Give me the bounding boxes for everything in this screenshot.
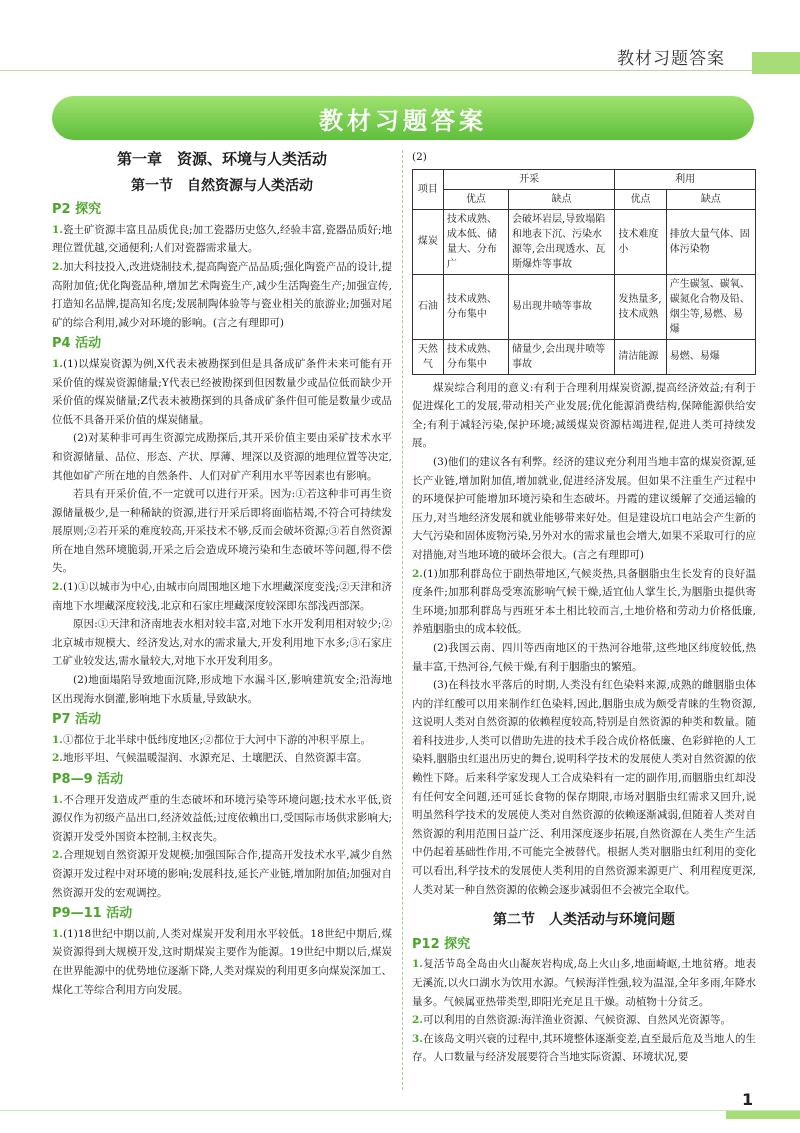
paragraph-text: 若具有开采价值,不一定就可以进行开采。因为:①若这种非可再生资源储量极少,是一种稀缺的资源,进行开采后即将面临枯竭,不符合可持续发展原则;②若开采的难度较高,开采技术不够,反而会破坏资源;③若自然资源所在地自然环境脆弱,开采之后会造成环境污染和生态破坏等问题,得不偿失。: [52, 488, 392, 575]
comparison-table: [412, 169, 756, 375]
paragraph-text: (3)在科技水平落后的时期,人类没有红色染料来源,成熟的雌胭脂虫体内的洋红酸可以用来制作红色染料,因此,胭脂虫成为颇受青睐的生物资源,这说明人类对自然资源的依赖程度较高,特别是自然资源的种类和数量。随着科技进步,人类可以借助先进的技术手段合成价格低廉、色彩鲜艳的人工染料,胭脂虫红退出历史的舞台,说明科学技术的发展使人类对自然资源的依赖性下降。后来科学家发现人工合成染料有一定的副作用,而胭脂虫红却没有任何安全问题,还可延长食物的保存期限,市场对胭脂虫红需求又回升,说明虽然科学技术的发展使人类对自然资源的依赖逐渐减弱,但随着人类对自然资源的利用范围日益广泛、利用深度逐步拓展,自然资源在人类生产生活中仍起着基础性作用,不可能完全被替代。根据人类对胭脂虫红利用的变化可以看出,科学技术的发展使人类利用的自然资源来源更广、利用程度更深,人类对某一种自然资源的依赖会逐步减弱但不会被完全取代。: [412, 679, 756, 896]
item-number: 2.: [52, 752, 63, 765]
banner-title: 教材习题答案: [319, 106, 487, 135]
table-cell: 会破坏岩层,导致塌陷和地表下沉、污染水源等,会出现透水、瓦斯爆炸等事故: [509, 209, 615, 274]
paragraph: [52, 355, 392, 429]
paragraph: [412, 676, 756, 899]
item-number: 2.: [52, 581, 63, 594]
paragraph-text: (1)①以城市为中心,由城市向周围地区地下水埋藏深度变浅;②天津和济南地下水埋藏深度较浅,北京和石家庄埋藏深度较深即东部浅西部深。: [52, 581, 392, 612]
paragraph-text: (2)对某种非可再生资源完成勘探后,其开采价值主要由采矿技术水平和资源储量、品位、形态、产状、厚薄、埋深以及资源的地理位置等决定,其他如矿产所在地的自然条件、人们对矿产利用水平等因素也有影响。: [52, 432, 392, 482]
table-cell-name: 天然气: [413, 339, 444, 374]
paragraph: [52, 846, 392, 902]
paragraph-text: (3)他们的建议各有利弊。经济的建议充分利用当地丰富的煤炭资源,延长产业链,增加附加值,增加就业,促进经济发展。但如果不注重生产过程中的环境保护可能增加环境污染和生态破坏。丹霞的建议缓解了交通运输的压力,对当地经济发展和就业能够带来好处。但是建设坑口电站会产生新的大气污染和固体废物污染,另外对水的需求量也会增大,如果不采取可行的应对措施,对当地环境的破坏会很大。(言之有理即可): [412, 455, 756, 561]
table-row: [413, 339, 756, 374]
paragraph: [412, 639, 756, 676]
paragraph: [52, 671, 392, 708]
table-header-dis: 缺点: [666, 189, 755, 209]
paragraph: [52, 429, 392, 485]
left-column: [52, 148, 392, 999]
paragraph: [52, 221, 392, 258]
item-number: 1.: [52, 793, 63, 806]
item-number: 2.: [52, 260, 63, 273]
table-cell: 发热量多,技术成熟: [615, 274, 666, 339]
paragraph-text: (1)加那利群岛位于副热带地区,气候炎热,具备胭脂虫生长发育的良好温度条件;加那利群岛受寒流影响气候干燥,适宜仙人掌生长,为胭脂虫提供寄生环境;加那利群岛与西班牙本土相比较而言,土地价格和劳动力价格低廉,养殖胭脂虫的成本较低。: [412, 567, 756, 636]
item-number: 3.: [412, 1032, 423, 1045]
page-number: 1: [742, 1090, 754, 1109]
item-number: 1.: [52, 927, 63, 940]
paragraph-text: ①都位于北半球中低纬度地区;②都位于大河中下游的冲积平原上。: [62, 733, 372, 746]
paragraph-text: (1)以煤炭资源为例,X代表未被勘探到但是具备成矿条件未来可能有开采价值的煤炭资源储量;Y代表已经被勘探到但因数量少或品位低而缺少开采价值的煤炭储量;Z代表未被勘探到的具备成矿条件但可能是数量少或品位低不具备开采价值的煤炭储量。: [52, 357, 392, 426]
item-number: 1.: [52, 357, 63, 370]
header-rule: [0, 70, 800, 71]
paragraph: [52, 258, 392, 332]
item-number: 1.: [52, 223, 63, 236]
paragraph: [412, 379, 756, 453]
item-number: 2.: [412, 1014, 423, 1027]
subsection-heading: P8—9 活动: [52, 772, 124, 787]
table-cell: 易燃、易爆: [666, 339, 755, 374]
item-number: 2.: [52, 849, 63, 862]
paragraph: [52, 578, 392, 615]
table-cell: 排放大量气体、固体污染物: [666, 209, 755, 274]
table-row: [413, 274, 756, 339]
paragraph: [52, 485, 392, 578]
paragraph: [52, 749, 392, 768]
paragraph: [412, 1011, 756, 1030]
subsection-heading: P9—11 活动: [52, 906, 133, 922]
subsection-heading: P2 探究: [52, 202, 102, 218]
section2-title: 第二节 人类活动与环境问题: [493, 912, 675, 929]
table-cell: 技术成熟、成本低、储量大、分布广: [443, 209, 508, 274]
paragraph-text: (2)我国云南、四川等西南地区的干热河谷地带,这些地区纬度较低,热量丰富,干热河谷,气候干燥,有利于胭脂虫的繁殖。: [412, 641, 756, 673]
table-cell: 技术难度小: [615, 209, 666, 274]
footer-accent-bar: [726, 1111, 800, 1119]
paragraph: [412, 453, 756, 565]
right-column: [412, 148, 756, 1067]
paragraph: [412, 955, 756, 1011]
item-number: 2.: [412, 567, 423, 580]
paragraph-text: 合理规划自然资源开发规模;加强国际合作,提高开发技术水平,减少自然资源开发过程中对环境的影响;发展科技,延长产业链,增加附加值;加强对自然资源开发的宏观调控。: [52, 849, 392, 899]
section-title: 第一节 自然资源与人类活动: [131, 177, 313, 194]
table-cell-name: 石油: [413, 274, 444, 339]
table-header-adv: 优点: [615, 189, 666, 209]
table-cell: 技术成熟、分布集中: [443, 274, 508, 339]
table-cell: 技术成熟、分布集中: [443, 339, 508, 374]
item-number: 1.: [52, 733, 63, 746]
subsection-heading: P4 活动: [52, 336, 102, 352]
table-header-adv: 优点: [443, 189, 508, 209]
item-number: 1.: [412, 958, 423, 971]
right-content-b: [412, 936, 756, 1067]
paragraph: [52, 731, 392, 750]
paragraph-text: 复活节岛全岛由火山凝灰岩构成,岛上火山多,地面崎岖,土地贫瘠。地表无溪流,以火口湖水为饮用水源。气候海洋性强,较为温湿,全年多雨,年降水量多。气候属亚热带类型,即阳光充足且干燥。动植物十分贫乏。: [412, 958, 756, 1008]
paragraph-text: (2)地面塌陷导致地面沉降,形成地下水漏斗区,影响建筑安全;沿海地区出现海水倒灌,影响地下水质量,导致缺水。: [52, 674, 392, 705]
table-cell: 清洁能源: [615, 339, 666, 374]
table-cell: 产生碳氢、碳氧、碳氮化合物及铅、烟尘等,易燃、易爆: [666, 274, 755, 339]
paragraph-text: 煤炭综合利用的意义:有利于合理利用煤炭资源,提高经济效益;有利于促进煤化工的发展,带动相关产业发展;优化能源消费结构,保障能源供给安全;有利于减轻污染,保护环境;减缓煤炭资源枯竭进程,促进人类可持续发展。: [412, 381, 756, 450]
title-banner: [52, 96, 754, 140]
paragraph: [412, 1030, 756, 1067]
footer-rule: [0, 1110, 800, 1111]
paragraph: [412, 565, 756, 639]
table-cell-name: 煤炭: [413, 209, 444, 274]
header-accent-block: [752, 52, 800, 74]
paragraph-text: (1)18世纪中期以前,人类对煤炭开发利用水平较低。18世纪中期后,煤炭资源得到大规模开发,这时期煤炭主要作为能源。19世纪中期以后,煤炭在世界能源中的优势地位逐渐下降,人类对煤炭的利用更多向煤炭深加工、煤化工等综合利用方向发展。: [52, 927, 392, 996]
paragraph-text: 瓷土矿资源丰富且品质优良;加工瓷器历史悠久,经验丰富,瓷器品质好;地理位置优越,交通便利;人们对瓷器需求量大。: [52, 223, 392, 255]
paragraph-text: 原因:①天津和济南地表水相对较丰富,对地下水开发利用相对较少;②北京城市规模大、经济发达,对水的需求量大,开发利用地下水多;③石家庄工矿业较发达,需水量较大,对地下水开发利用多。: [52, 618, 392, 668]
paragraph: [52, 791, 392, 847]
right-content-a: [412, 379, 756, 900]
subsection-heading: P7 活动: [52, 712, 102, 728]
subsection-heading: P12 探究: [412, 936, 471, 952]
table-label: (2): [412, 151, 427, 163]
table-cell: 易出现井喷等事故: [509, 274, 615, 339]
paragraph-text: 在该岛文明兴衰的过程中,其环境整体逐渐变差,直至最后危及当地人的生存。人口数量与经济发展要符合当地实际资源、环境状况,要: [412, 1032, 756, 1064]
left-content: [52, 201, 392, 999]
table-row: [413, 209, 756, 274]
chapter-title: 第一章 资源、环境与人类活动: [116, 150, 327, 168]
paragraph-text: 加大科技投入,改进烧制技术,提高陶瓷产品品质;强化陶瓷产品的设计,提高附加值;优化陶瓷品种,增加艺术陶瓷生产,减少生活陶瓷生产;加强宣传,打造知名品牌,提高知名度;发展制陶体验等与瓷业相关的旅游业;加强对尾矿的综合利用,减少对环境的影响。(言之有理即可): [52, 260, 392, 329]
paragraph-text: 可以利用的自然资源:海洋渔业资源、气候资源、自然风光资源等。: [422, 1014, 732, 1027]
paragraph-text: 不合理开发造成严重的生态破坏和环境污染等环境问题;技术水平低,资源仅作为初级产品出口,经济效益低;过度依赖出口,受国际市场供求影响大;资源开发受外国资本控制,主权丧失。: [52, 793, 392, 843]
table-cell: 储量少,会出现井喷等事故: [509, 339, 615, 374]
column-divider: [402, 150, 403, 1090]
table-header-item: 项目: [413, 169, 444, 209]
table-header-use: 利用: [615, 169, 756, 189]
table-header-mining: 开采: [443, 169, 614, 189]
paragraph: [52, 925, 392, 999]
table-header-dis: 缺点: [509, 189, 615, 209]
paragraph: [52, 615, 392, 671]
header-tab-title: 教材习题答案: [617, 49, 725, 69]
paragraph-text: 地形平坦、气候温暖湿润、水源充足、土壤肥沃、自然资源丰富。: [62, 752, 368, 765]
